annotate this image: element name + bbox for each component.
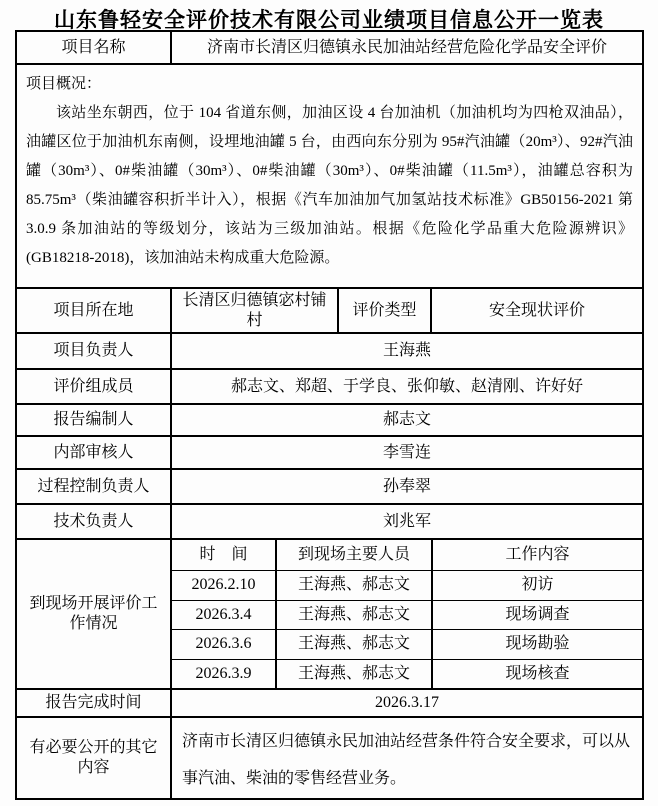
row-other-content (17, 718, 642, 798)
row-team (17, 370, 642, 405)
visits-header-row (172, 540, 642, 571)
overview-cell (17, 65, 642, 287)
reviewer-value: 李雪连 (170, 437, 642, 468)
visit-people: 王海燕、郝志文 (275, 630, 431, 659)
visits-header-work: 工作内容 (431, 540, 642, 570)
visit-date: 2026.3.6 (195, 635, 252, 653)
row-tech-leader (17, 505, 642, 540)
evaluation-type-label: 评价类型 (337, 289, 430, 332)
leader-value: 王海燕 (170, 334, 642, 368)
visit-work: 初访 (431, 571, 642, 600)
project-info-table (15, 30, 644, 800)
evaluation-type-value: 安全现状评价 (430, 289, 642, 332)
leader-label: 项目负责人 (53, 342, 134, 359)
tech-leader-label: 技术负责人 (53, 512, 134, 530)
row-leader (17, 334, 642, 370)
overview-label: 项目概况： (26, 76, 102, 92)
visit-row (172, 630, 642, 660)
row-reviewer (17, 437, 642, 470)
row-site-visits (17, 540, 642, 690)
project-name-value: 济南市长清区归德镇永民加油站经营危险化学品安全评价 (170, 32, 642, 63)
process-controller-value: 孙奉翠 (170, 470, 642, 503)
visit-date: 2026.2.10 (191, 576, 256, 594)
process-controller-label: 过程控制负责人 (37, 477, 150, 495)
overview-paragraph: 该站坐东朝西，位于 104 省道东侧，加油区设 4 台加油机（加油机均为四枪双油品），油罐区位于加油机东南侧，设埋地油罐 5 台，由西向东分别为 95#汽油罐（20m³）、92#汽油罐（30m³）、0#柴油罐（30m³）、0#柴油罐（30m³）、0#柴油罐（11.5m³），油罐总容积为 85.75m³（柴油罐容积折半计入），根据《汽车加油加气加氢站技术标准》GB50156-2021 第 3.0.9 条加油站的等级划分，该站为三级加油站。根据《危险化学品重大危险源辨识》(GB18218-2018)，该加油站未构成重大危险源。 (26, 105, 633, 266)
visit-work: 现场核查 (431, 660, 642, 689)
visit-date: 2026.3.9 (195, 664, 252, 682)
visit-row (172, 571, 642, 601)
visit-work: 现场勘验 (431, 630, 642, 659)
visit-people: 王海燕、郝志文 (275, 571, 431, 600)
team-value: 郝志文、郑超、于学良、张仰敏、赵清刚、许好好 (170, 370, 642, 403)
team-label: 评价组成员 (53, 377, 134, 395)
visits-header-people: 到现场主要人员 (275, 540, 431, 570)
reviewer-label: 内部审核人 (53, 443, 134, 461)
author-value: 郝志文 (170, 405, 642, 435)
report-date-value: 2026.3.17 (170, 690, 642, 716)
location-value: 长清区归德镇宓村铺村 (170, 289, 337, 332)
visit-row (172, 660, 642, 689)
visit-people: 王海燕、郝志文 (275, 601, 431, 630)
row-process-controller (17, 470, 642, 505)
row-overview (17, 65, 642, 289)
location-label: 项目所在地 (53, 301, 134, 319)
site-visits-table-cell (170, 540, 642, 688)
site-visits-table (172, 540, 642, 688)
tech-leader-value: 刘兆军 (170, 505, 642, 538)
other-content-label: 有必要公开的其它内容 (29, 739, 158, 776)
report-date-label: 报告完成时间 (45, 694, 142, 711)
visit-date: 2026.3.4 (195, 605, 252, 623)
visit-row (172, 601, 642, 631)
visits-header-time: 时 间 (199, 546, 248, 563)
project-name-label: 项目名称 (61, 38, 126, 56)
row-author (17, 405, 642, 437)
page-title: 山东鲁轻安全评价技术有限公司业绩项目信息公开一览表 (54, 8, 604, 32)
row-report-date (17, 690, 642, 718)
row-location (17, 289, 642, 334)
row-project-name (17, 32, 642, 65)
other-content-value: 济南市长清区归德镇永民加油站经营条件符合安全要求，可以从事汽油、柴油的零售经营业务。 (170, 718, 642, 798)
author-label: 报告编制人 (53, 411, 134, 428)
visit-people: 王海燕、郝志文 (275, 660, 431, 689)
site-visits-label: 到现场开展评价工作情况 (29, 595, 158, 632)
visit-work: 现场调查 (431, 601, 642, 630)
